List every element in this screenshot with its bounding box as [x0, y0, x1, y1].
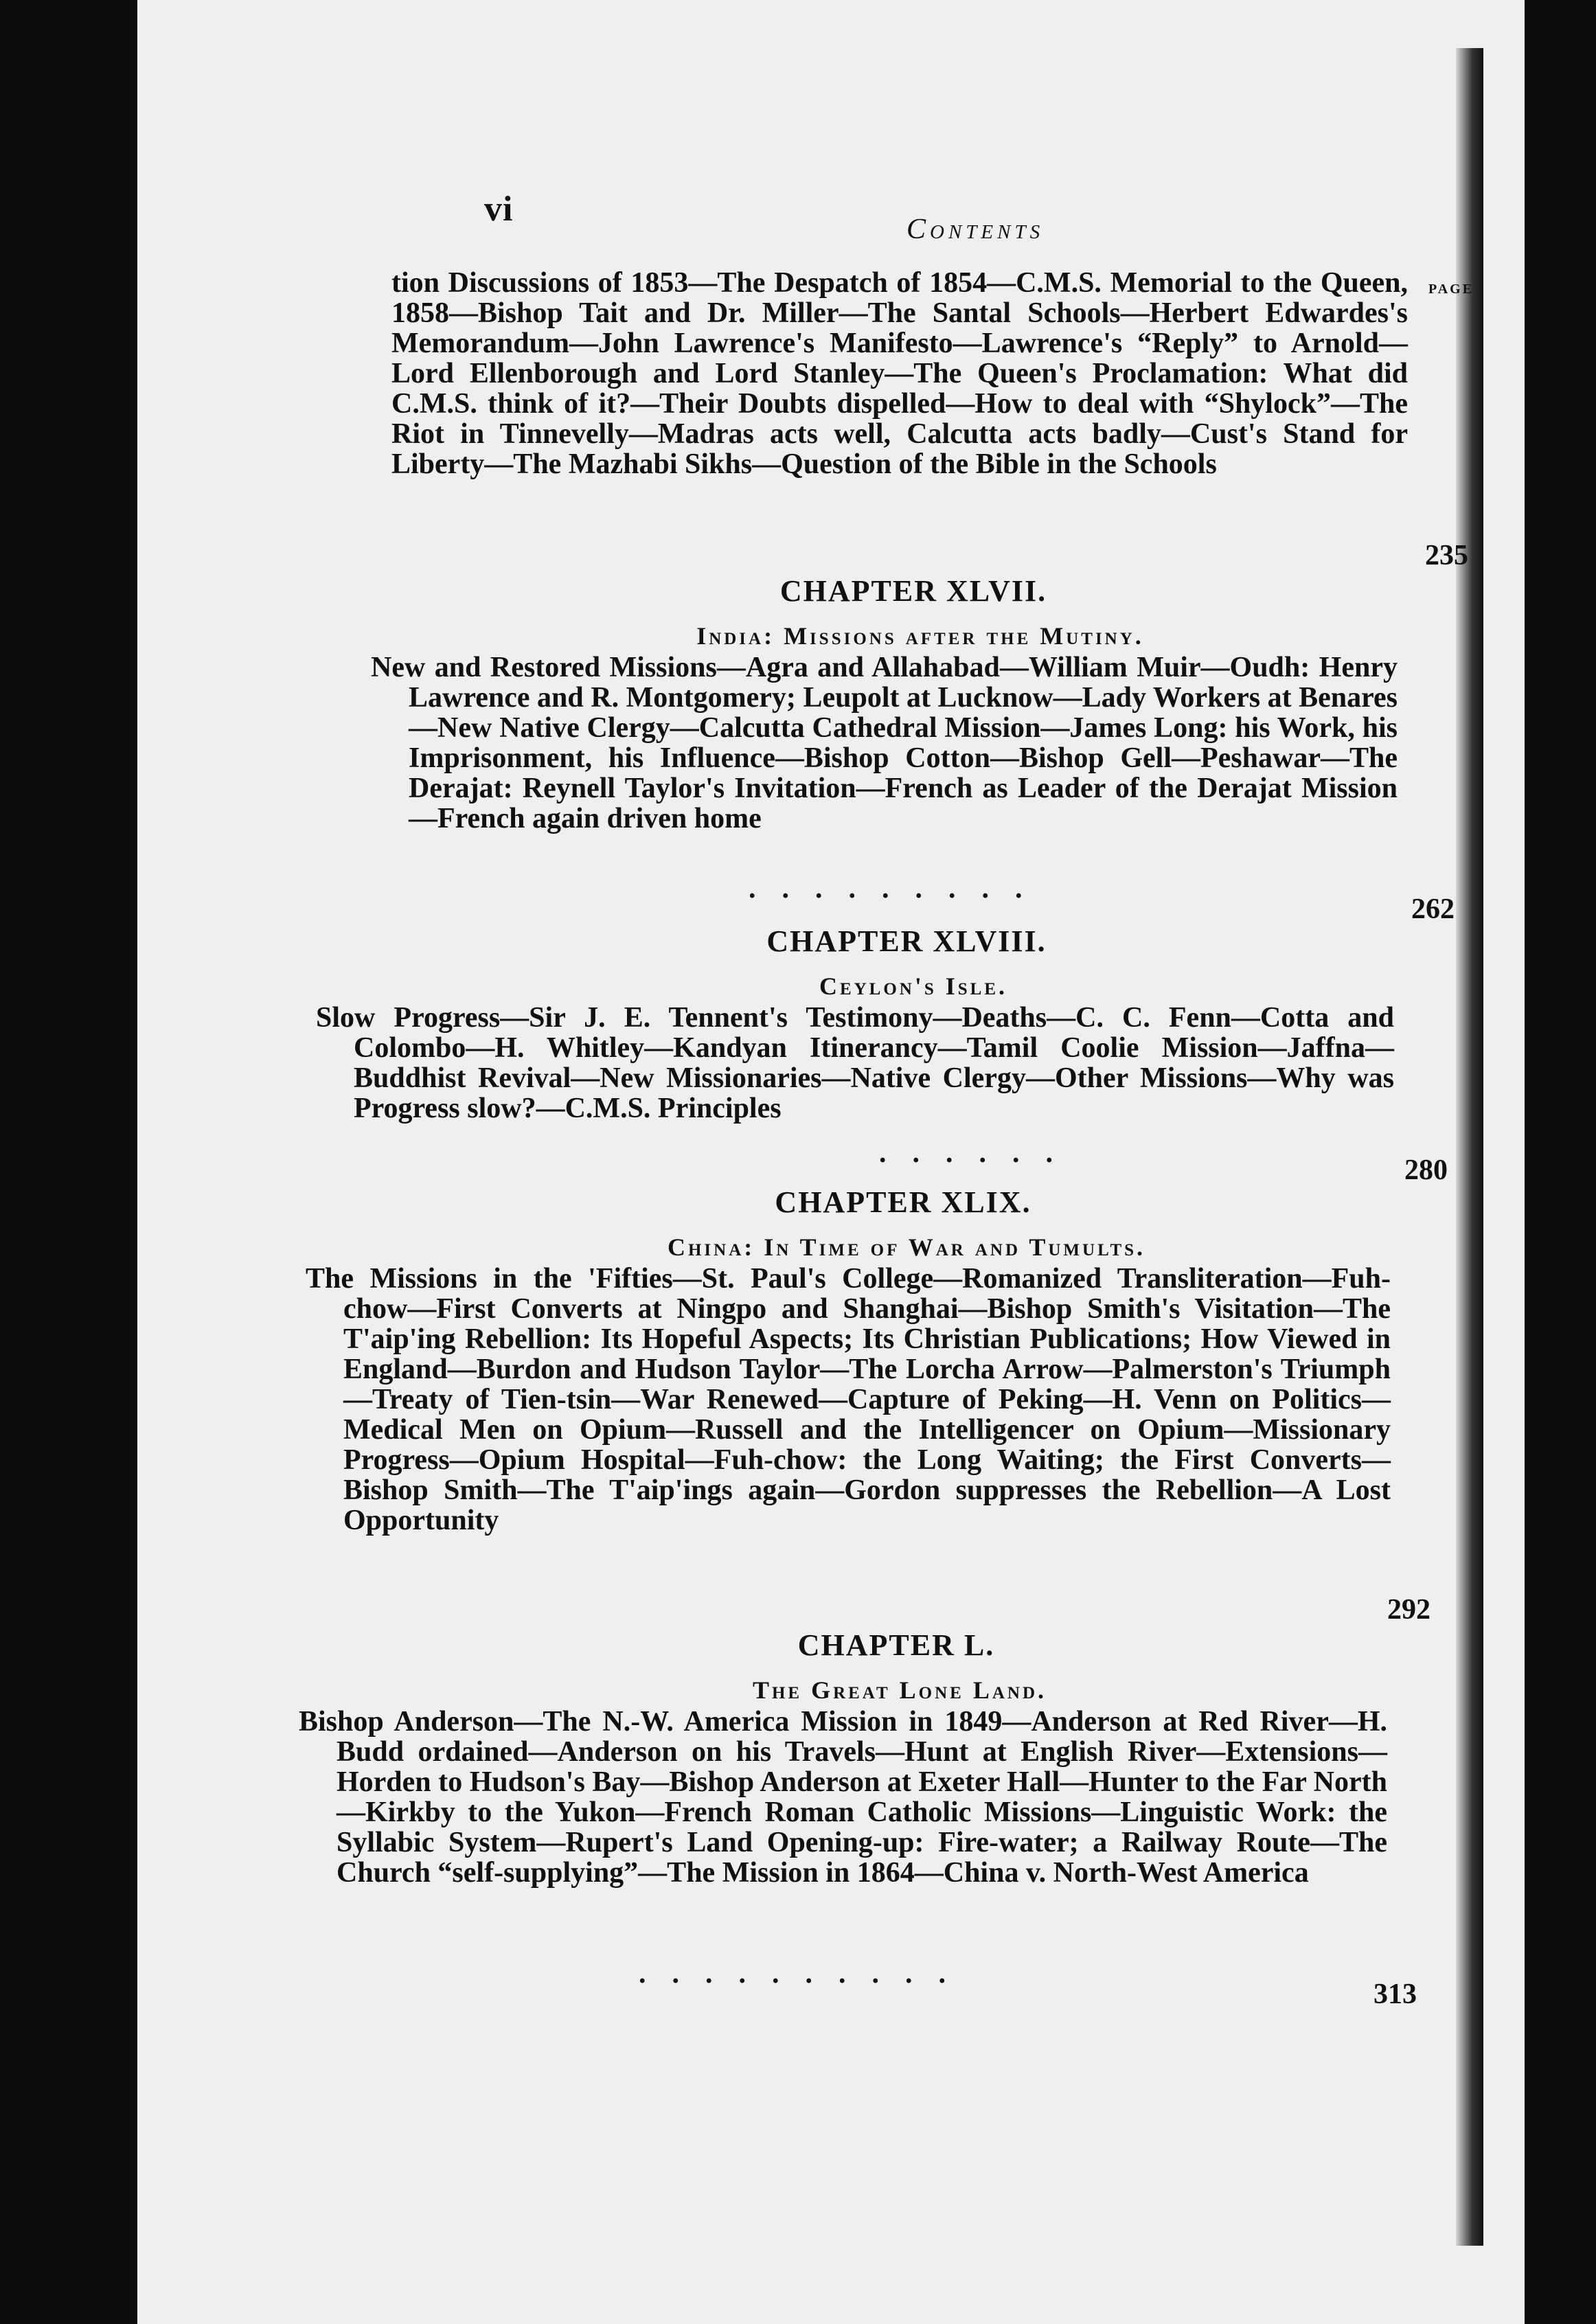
chapter-summary: Slow Progress—Sir J. E. Tennent's Testimony—Deaths—C. C. Fenn—Cotta and Colombo—H. Whitley—Kandyan Itinerancy—Tamil Coolie Mission—Jaffna—Buddhist Revival—New Missionaries—Native Clergy—Other Missions—Why was Progress slow?—C.M.S. Principles — [316, 1002, 1394, 1124]
continued-entry-page: 235 — [1425, 540, 1468, 571]
chapter-subtitle: India: Missions after the Mutiny. — [696, 622, 1144, 650]
chapter-heading: CHAPTER XLVIII. — [766, 924, 1047, 958]
leader-dots: ...... — [879, 1137, 1079, 1169]
page-number: vi — [484, 190, 514, 229]
chapter-summary: Bishop Anderson—The N.-W. America Mission in 1849—Anderson at Red River—H. Budd ordained—Anderson on his Travels—Hunt at English River—Extensions—Horden to Hudson's Bay—Bishop Anderson at Exeter Hall—Hunter to the Far North—Kirkby to the Yukon—French Roman Catholic Missions—Linguistic Work: the Syllabic System—Rupert's Land Opening-up: Fire-water; a Railway Route—The Church “self-supplying”—The Mission in 1864—China v. North-West America — [299, 1706, 1387, 1889]
running-title: Contents — [907, 214, 1045, 245]
chapter-page: 280 — [1404, 1154, 1448, 1186]
chapter-heading: CHAPTER XLIX. — [775, 1185, 1031, 1219]
leader-dots: .......... — [639, 1958, 972, 1990]
chapter-subtitle: The Great Lone Land. — [752, 1676, 1047, 1704]
leader-dots: ......... — [749, 873, 1049, 904]
book-page — [137, 0, 1525, 2324]
page-edge-shadow — [1456, 48, 1483, 2246]
chapter-page: 313 — [1373, 1979, 1417, 2010]
chapter-heading: CHAPTER XLVII. — [779, 574, 1047, 608]
chapter-page: 292 — [1387, 1594, 1430, 1626]
chapter-summary: The Missions in the 'Fifties—St. Paul's College—Romanized Transliteration—Fuh-chow—First Converts at Ningpo and Shanghai—Bishop Smith's Visitation—The T'aip'ing Rebellion: Its Hopeful Aspects; Its Christian Publications; How Viewed in England—Burdon and Hudson Taylor—The Lorcha Arrow—Palmerston's Triumph—Treaty of Tien-tsin—War Renewed—Capture of Peking—H. Venn on Politics—Medical Men on Opium—Russell and the Intelligencer on Opium—Missionary Progress—Opium Hospital—Fuh-chow: the Long Waiting; the First Converts—Bishop Smith—The T'aip'ings again—Gordon suppresses the Rebellion—A Lost Opportunity — [306, 1263, 1391, 1536]
continued-entry-text: tion Discussions of 1853—The Despatch of 1854—C.M.S. Memorial to the Queen, 1858—Bishop Tait and Dr. Miller—The Santal Schools—Herbert Edwardes's Memorandum—John Lawrence's Manifesto—Lawrence's “Reply” to Arnold—Lord Ellenborough and Lord Stanley—The Queen's Proclamation: What did C.M.S. think of it?—Their Doubts dispelled—How to deal with “Shylock”—The Riot in Tinnevelly—Madras acts well, Calcutta acts badly—Cust's Stand for Liberty—The Mazhabi Sikhs—Question of the Bible in the Schools — [391, 267, 1408, 480]
chapter-page: 262 — [1411, 893, 1455, 925]
chapter-subtitle: China: In Time of War and Tumults. — [667, 1233, 1146, 1261]
page-column-label: PAGE — [1428, 282, 1474, 297]
chapter-summary: New and Restored Missions—Agra and Allahabad—William Muir—Oudh: Henry Lawrence and R. Montgomery; Leupolt at Lucknow—Lady Workers at Benares—New Native Clergy—Calcutta Cathedral Mission—James Long: his Work, his Imprisonment, his Influence—Bishop Cotton—Bishop Gell—Peshawar—The Derajat: Reynell Taylor's Invitation—French as Leader of the Derajat Mission—French again driven home — [371, 652, 1398, 834]
chapter-subtitle: Ceylon's Isle. — [819, 972, 1008, 1000]
chapter-heading: CHAPTER L. — [797, 1628, 995, 1662]
